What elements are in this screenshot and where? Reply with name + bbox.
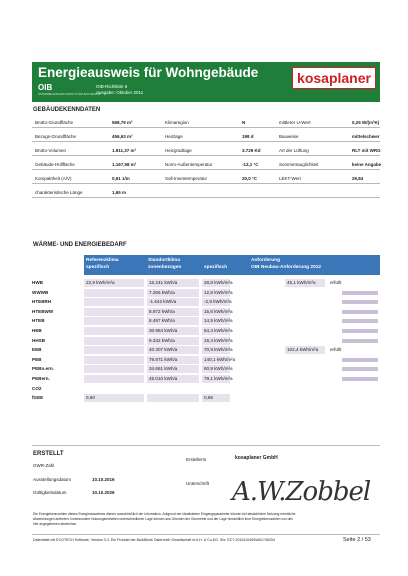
gebaeude-cell: Norm-Außentemperatur <box>165 162 213 167</box>
energie-row <box>32 298 380 307</box>
gebaeude-cell: Heizgradtage <box>165 148 192 153</box>
gebaeude-cell: Brutto-Grundfläche <box>35 120 74 125</box>
gebaeude-cell: Bauweise <box>279 134 299 139</box>
gebaeude-cell: Sommertauglichkeit <box>279 162 319 167</box>
erstellerin-label: ErstellerIn <box>186 457 207 462</box>
energie-cell-bg <box>84 365 144 373</box>
gebaeude-cell: Bezugs-Grundfläche <box>35 134 77 139</box>
unterschrift-label: Unterschrift <box>186 481 210 486</box>
page-number: Seite 2 / 53 <box>343 537 371 543</box>
gebaeude-row <box>32 188 380 198</box>
energie-anf: 45,1 kWh/m²a <box>287 280 316 285</box>
gebaeude-cell: 0,61 1/m <box>112 176 130 181</box>
gebaeude-cell: 198 d <box>242 134 254 139</box>
header-referenzklima: Referenzklima <box>86 258 119 263</box>
energie-empty-cell <box>342 319 378 323</box>
header-standortklima: Standortklima <box>148 258 180 263</box>
energie-row <box>32 279 380 288</box>
energie-label: HTEBRH <box>32 299 52 305</box>
energie-empty-cell <box>342 339 378 343</box>
energie-zone: 8.872 kWh/a <box>149 308 175 314</box>
energie-spez: 54,4 kWh/m²a <box>204 328 233 333</box>
footer-divider <box>32 534 380 535</box>
gebaeude-row <box>32 160 380 170</box>
gwr-label: GWR-Zahl <box>33 463 55 468</box>
energie-row <box>32 337 380 346</box>
energie-empty-cell <box>342 358 378 362</box>
energie-spez: 14,9 kWh/m²a <box>204 318 233 324</box>
gebaeude-cell: keine Angabe <box>352 162 382 167</box>
energie-empty-cell <box>342 310 378 314</box>
energie-row <box>32 346 380 355</box>
energie-spez: 16,4 kWh/m²a <box>204 337 233 343</box>
energie-row <box>32 327 380 336</box>
energie-label: HEB <box>32 328 42 333</box>
gebaeude-cell: 29,84 <box>352 176 364 181</box>
gebaeude-cell: N <box>242 120 246 125</box>
gebaeude-cell: 568,79 m² <box>112 120 133 125</box>
energie-cell-bg <box>84 289 144 297</box>
energie-cell-bg <box>147 394 199 402</box>
gebaeude-cell: Art der Lüftung <box>279 148 309 153</box>
energie-zone: 9.342 kWh/a <box>149 337 175 343</box>
energie-spez: 28,8 kWh/m²a <box>204 280 233 285</box>
software-note: Datenblatt mit ECOTECH Software, Version 3.3. Ein Produkt der BuildDesk Österreich Gesellschaft m.b.H. & Co.KG. Snr. ECT-2015110400WA1745204 <box>33 538 275 542</box>
energie-label: WWWB <box>32 289 49 295</box>
energie-empty-cell <box>342 367 378 371</box>
gebaeude-cell: 1.167,58 m² <box>112 162 137 167</box>
gueltig-value: 10.10.2026 <box>92 490 115 495</box>
row-rule <box>32 141 380 142</box>
row-rule <box>32 197 380 198</box>
ausstellung-label: Ausstellungsdatum <box>33 477 72 482</box>
gebaeude-cell: 1.911,37 m³ <box>112 148 137 153</box>
energie-row <box>32 289 380 298</box>
certificate-title: Energieausweis für Wohngebäude <box>38 65 259 80</box>
gebaeude-cell: 0,25 W/(m²K) <box>352 120 380 125</box>
row-rule <box>32 169 380 170</box>
ausstellung-value: 10.10.2016 <box>92 477 115 482</box>
energie-cell-bg <box>84 375 144 383</box>
gebaeude-section-title: GEBÄUDEKENNDATEN <box>33 107 101 113</box>
gebaeude-row <box>32 146 380 156</box>
energie-label: HWB <box>32 280 43 285</box>
handwritten-signature: A.W.Zobbel <box>232 477 371 507</box>
energie-cell-bg <box>84 337 144 345</box>
energie-row <box>32 394 380 403</box>
row-rule <box>32 183 380 184</box>
gebaeude-cell: 456,63 m² <box>112 134 133 139</box>
gebaeude-cell: RLT mit WRG <box>352 148 381 153</box>
energie-cell-bg <box>84 308 144 316</box>
oib-ausgabe: Ausgabe: Oktober 2011 <box>96 90 144 95</box>
energie-zone: 7.266 kWh/a <box>149 289 175 295</box>
energie-row <box>32 356 380 365</box>
footer-note-1: Die Energiekennzahlen dieses Energieausweises dienen ausschließlich der Information. Aufgrund der idealisierten Eingangsparameter können bei tatsächlicher Nutzung erhebliche <box>33 512 296 516</box>
energie-label: HHSB <box>32 337 46 343</box>
energie-section-title: WÄRME- UND ENERGIEBEDARF <box>33 242 127 248</box>
gebaeude-cell: charakteristische Länge <box>35 190 83 195</box>
gueltig-label: Gültigkeitsdatum <box>33 490 67 495</box>
energie-spez: 140,1 kWh/m²a <box>204 356 236 362</box>
gebaeude-cell: Gebäude-Hüllfläche <box>35 162 75 167</box>
energie-label: PEBern. <box>32 376 50 381</box>
energie-row <box>32 375 380 384</box>
energie-empty-cell <box>342 329 378 333</box>
gebaeude-cell: -13,1 °C <box>242 162 259 167</box>
energie-label: HTEBWW <box>32 308 54 314</box>
energie-zone: 34.661 kWh/a <box>149 366 178 372</box>
energie-label: HTEB <box>32 318 45 324</box>
gebaeude-cell: 3.729 Kd <box>242 148 261 153</box>
energie-zone: 79.871 kWh/a <box>149 356 178 362</box>
header-std-spezifisch: spezifisch <box>204 265 228 270</box>
header-anforderung: Anforderung <box>251 258 281 263</box>
energie-spez: -2,9 kWh/m²a <box>204 299 232 305</box>
energie-spez: 12,8 kWh/m²a <box>204 289 233 295</box>
gebaeude-cell: mittlerer U-Wert <box>279 120 311 125</box>
energie-zone: 8.497 kWh/a <box>149 318 175 324</box>
energie-label: EEB <box>32 347 42 353</box>
energie-spez: 0,66 <box>204 395 213 401</box>
energie-spez: 70,9 kWh/m²a <box>204 347 233 353</box>
energie-ref: 22,9 kWh/m²a <box>86 280 115 285</box>
energie-row <box>32 365 380 374</box>
gebaeude-cell: Kompaktheit (A/V) <box>35 176 72 181</box>
header-ref-spezifisch: spezifisch <box>86 265 110 270</box>
gebaeude-cell: 20,0 °C <box>242 176 258 181</box>
energie-cell-bg <box>84 298 144 306</box>
gebaeude-row <box>32 118 380 128</box>
energie-row <box>32 308 380 317</box>
energie-empty-cell <box>342 291 378 295</box>
energie-zone: 40.307 kWh/a <box>149 347 178 353</box>
row-rule <box>32 155 380 156</box>
erstellt-title: ERSTELLT <box>33 451 64 457</box>
footer-note-3: hier angegebenen abweichen. <box>33 522 78 526</box>
energie-cell-bg <box>84 346 144 354</box>
energie-label: PEB <box>32 356 42 362</box>
energie-zone: 45.010 kWh/a <box>149 376 178 381</box>
energie-zone: 15.241 kWh/a <box>149 280 178 285</box>
energie-cell-bg <box>84 356 144 364</box>
energie-cell-bg <box>84 317 144 325</box>
oib-subtitle: ÖSTERREICHISCHES INSTITUT FÜR BAUTECHNIK <box>38 93 101 96</box>
energie-table-header <box>84 255 380 275</box>
header-zonenbezogen: zonenbezogen <box>148 265 182 270</box>
gebaeude-cell: mittelschwer <box>352 134 380 139</box>
gebaeude-cell: LEKT-Wert <box>279 176 301 181</box>
row-rule <box>32 127 380 128</box>
energie-label: CO2 <box>32 385 42 391</box>
energie-zone: 30.964 kWh/a <box>149 328 178 333</box>
energie-spez: 15,6 kWh/m²a <box>204 308 233 314</box>
energie-spez: 79,1 kWh/m²a <box>204 376 233 381</box>
gebaeude-cell: Soll-Innentemperatur <box>165 176 208 181</box>
energie-cell-bg <box>84 327 144 335</box>
gebaeude-row <box>32 174 380 184</box>
energie-spez: 60,9 kWh/m²a <box>204 366 233 372</box>
kosaplaner-logo: kosaplaner <box>292 67 376 89</box>
divider <box>32 445 380 446</box>
energie-ref: 0,60 <box>86 395 95 401</box>
gebaeude-cell: 1,65 m <box>112 190 127 195</box>
energie-empty-cell <box>342 377 378 381</box>
energie-row <box>32 317 380 326</box>
energie-label: fGEE <box>32 395 44 401</box>
gebaeude-cell: Klimaregion <box>165 120 189 125</box>
oib-label: OIB <box>38 83 53 92</box>
energie-empty-cell <box>342 300 378 304</box>
erstellerin-stamp: kosaplaner GmbH <box>235 455 278 461</box>
header-oib-anforderung: OIB Neubau-Anforderung 2012 <box>251 265 322 270</box>
energie-anf: 102,4 kWh/m²a <box>287 347 319 353</box>
energie-ok: erfüllt <box>330 347 342 353</box>
gebaeude-cell: Heiztage <box>165 134 183 139</box>
energie-row <box>32 385 380 394</box>
gebaeude-cell: Brutto-Volumen <box>35 148 67 153</box>
oib-richtlinie: OIB-Richtlinie 6 <box>96 84 128 89</box>
gebaeude-row <box>32 132 380 142</box>
energie-zone: -1.642 kWh/a <box>149 299 177 305</box>
energie-label: PEBn.ern. <box>32 366 54 372</box>
energie-ok: erfüllt <box>330 280 342 285</box>
footer-note-2: Abweichungen auftreten. Insbesondere Nutzungseinheiten unterschiedlicher Lage können aus Gründen der Geometrie und der Lage hinsichtlich ihrer Energiekennzahlen von den <box>33 517 294 521</box>
